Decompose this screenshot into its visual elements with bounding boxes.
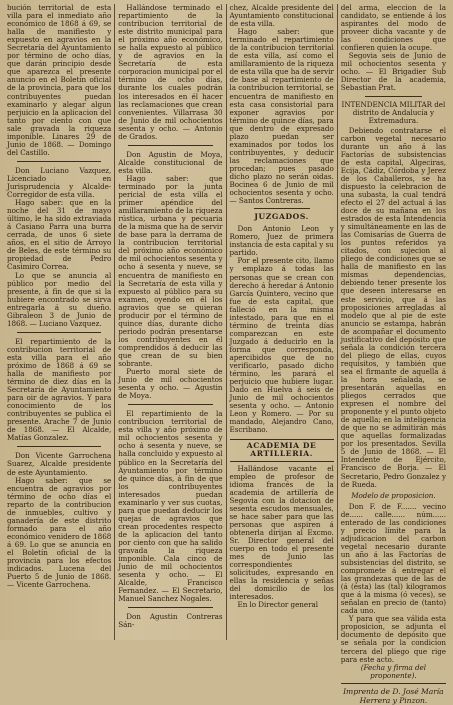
divider <box>128 404 212 405</box>
notice-gibraleon-body: Hago saber: que en la noche del 31 de mayo último, le ha sido extraviada á Casiano Parra una burra cerrada, de unos 6 siete años, en el sitio de Arroyo de Beles, de este término su propiedad de Pedro Casimiro Correa. <box>7 198 112 272</box>
notice-bocinea-heading-start: Don Agustin Contreras Sán- <box>118 612 223 630</box>
imprint: Imprenta de D. José María Herrera y Pinzon. <box>343 686 444 705</box>
notice-juez-heading: Don Antonio Leon y Romero, Juez de primera instancia de esta capital y su partido. <box>229 224 334 258</box>
notice-villarrasa: Hallándose terminado el repartimiento de la contribucion territorial de este distrito municipal para el próximo año económico, se halla expuesto al público y de agravios en la Secretaría de esta corporacion municipal por el término de ocho días, durante los cuales podrán los interesados en él hacer las reclamaciones que crean convenientes. Villarrasa 30 de Junio de mil ochocientos sesenta y ocho. — Antonio de Grados. <box>118 3 223 141</box>
column-1 <box>4 4 115 640</box>
notice-arache: El repartimiento de la contribucion territorial de esta villa para el año próximo de 1868 á 69 se halla de manifiesto por término de diez días en la Secretaría de Ayuntamiento para oir de agravios. Y para conocimiento de los contribuyentes se publica el presente. Arache 7 de Junio de 1868. — El Alcalde, Matías Gonzalez. <box>7 336 112 443</box>
divider <box>17 446 101 447</box>
section-heading-academia: ACADEMIA DE ARTILLERIA. <box>246 441 317 459</box>
notice-academia-end: del arma, eleccion de la candidato, se entiende á los aspirantes del modo de proveer dicha vacante y de las condiciones que confieren quien la ocupe. <box>340 3 446 53</box>
divider <box>254 208 310 209</box>
notice-academia-body: Hallándose vacante el empleo de profesor de idioma francés de la academia de artillería de Segovia con la dotacion de sesenta escudos mensuales, se hace saber para que las personas que aspiren á obtenerla dirijan al Excmo. Sr. Director general del cuerpo en todo el presente mes de Junio las correspondientes solicitudes, expresando en ellas la residencia y señas del domicilio de los interesados. <box>229 463 334 602</box>
notice-lucena-body: Hago saber: que se encuentra de agravios por término de ocho días el reparto de la contribucion de inmuebles, cultivo y ganadería de este distrito formado para el año económico venidero de 1868 á 69. Lo que se anuncia en el Boletín oficial de la provincia para los efectos indicados. Lucena del Puerto 5 de Junio de 1868. — Vicente Garrochena. <box>7 475 112 590</box>
notice-intendencia-body: Debiendo contratarse el carbon vegetal necesario durante un año á las Factorías de subsistencias de esta capital, Algeciras, Ecija, Cádiz, Córdoba y Jerez de los Caballeros, se ha dispuesto la celebracion de una subasta, la cual tendrá efecto el 27 del actual á las doce de su mañana en los estrados de esta Intendencia y simultáneamente en las de las Comisarías de Guerra de los puntos referidos ya citados, con sujecion al pliego de condiciones que se halla de manifiesto en las mismas dependencias, debiendo tener presente los que deseen interesarse en este servicio, que á las proposiciones arregladas al modelo que al pie de este anuncio se estampa, habrán de acompañar el documento justificativo del depósito que señala la condición tercera del pliego de ellas, cuyos requisitos, y también que sea el firmante de aquella á la hora señalada, se presentarán aquellas en pliegos cerrados que expresen el nombre del proponente y el punto objeto de aquella; en la inteligencia de que no se admitirán más que aquellas formalizadas por los presentados. Sevilla 5 de Junio de 1868. — El Intendente de Ejército, Francisco de Borja. — El Secretario, Pedro Gonzalez y de Rueda. <box>340 125 446 489</box>
notice-academia-continued: En lo Director general <box>237 600 318 610</box>
divider <box>17 332 101 333</box>
notice-gibraleon-heading: Don Luciano Vazquez, Licenciado en Jurisprudencia y Alcalde-Corregidor de esta villa. <box>7 165 112 200</box>
notice-gibraleon-closing: Lo que se anuncia al público por medio del presente, á fin de que si la hubiere encontrado se sirva entregarla á su dueño. Gibraleon 3 de Junio de 1868. — Luciano Vazquez. <box>7 270 112 328</box>
column-3 <box>227 4 338 640</box>
divider <box>341 683 446 684</box>
notice-puerto-moral-heading: Don Agustin de Moya, Alcalde constitucional de esta villa. <box>118 149 223 175</box>
notice-linares: bución territorial de esta villa para el inmediato año económico de 1868 á 69, se halla de manifiesto y expuesto en agravios en la Secretaría del Ayuntamiento por término de ocho días, que darán principio desde que aparezca el presente anuncio en el Boletín oficial de la provincia, para que los contribuyentes puedan examinarlo y alegar algun perjuicio en la aplicacion del tanto por ciento con que sale gravada la riqueza imponible. Linares 29 de Junio de 1868. — Domingo del Castillo. <box>7 3 112 157</box>
section-heading-intendencia: INTENDENCIA MILITAR del distrito de Andalucía y Extremadura. <box>341 99 446 125</box>
section-heading-juzgados: JUZGADOS. <box>254 212 309 222</box>
notice-bocinea-heading-end: chez, Alcalde presidente del Ayuntamiento constitucional de esta villa. <box>229 3 334 29</box>
divider <box>128 607 212 608</box>
section-box-academia <box>230 439 334 461</box>
column-4 <box>338 3 449 705</box>
notice-puerto-moral-closing: Puerto moral siete de Junio de mil ochocientos sesenta y ocho. — Agustin de Moya. <box>118 367 223 401</box>
notice-segovia-closing: Segovia seis de Junio de mil ochocientos sesenta y ocho. — El Brigadier Sub Director de la academia, Sebastian Prat. <box>340 51 446 93</box>
modelo-heading: Modelo de proposicion. <box>351 490 436 500</box>
divider <box>128 145 212 146</box>
divider <box>365 96 422 97</box>
notice-juez-body: Por el presente cito, llamo y emplazo á todas las personas que se crean con derecho á heredar á Antonio García Quintero, vecino que fue de esta capital, que falleció en la misma intestado, para que en el término de treinta días comparezcan en este Juzgado á deducirlo en la forma que corresponda, apercibidos que de no verificarlo, pasado dicho término, les parará el perjuicio que hubiere lugar. Dado en Huelva á seis de Junio de mil ochocientos sesenta y ocho. — Antonio Leon y Romero. — Por su mandado, Alejandro Cano, Escribano. <box>229 256 334 435</box>
column-2 <box>115 4 226 640</box>
modelo-body-continued: Y para que sea válida esta proposicion, se adjunta el documento de depósito que se señala por la condicion tercera del pliego que rige para este acto. <box>340 614 446 664</box>
notice-puerto-moral-body: Hago saber: que terminado por la junta pericial de esta villa el primer apéndice del amillaramiento de la riqueza rústica, urbana y pecuaria de la misma que ha de servir de base para la derrama de la contribucion territorial del próximo año económico de mil ochocientos sesenta y ocho á sesenta y nueve, se encuentra de manifiesto en la Secretaría de esta villa y expuesto al público para su examen, oyendo en él los agravios que se quieran producir por el término de quince días, durante dicho periodo podrán presentarse los contribuyentes en él comprendidos á deducir las que crean de su bien sobrante. <box>118 173 223 369</box>
notice-lucena-heading: Don Vicente Garrochena Suarez, Alcalde presidente de este Ayuntamiento. <box>7 451 112 477</box>
divider <box>17 161 101 162</box>
modelo-body: Don F. de F....... vecino de...... calle...... núm...... enterado de las condiciones y precio límite para la adjudicacion del carbon vegetal necesario durante un año á las Factorías de subsistencias del distrito, se compromete á entregar el las grandezas que de las de (á (ésta) las (tal) kilogramos que á la misma (ó veces), se señalan en precio de (tanto) cada uno. <box>340 501 446 616</box>
modelo-signature: (Fecha y firma del proponente). <box>360 662 426 680</box>
notice-bocinea-body: Hago saber: que terminado el repartimiento de la contribucion territorial de esta villa, así como el amillaramiento de la riqueza de esta villa que ha de servir de base al repartimiento de la contribucion territorial, se encuentra de manifiesto en esta casa consistorial para exponer agravios por término de quince días, para que dentro de expresado plazo puedan ser examinados por todos los contribuyentes, y deducir las reclamaciones que procedan; pues pasado dicho plazo no serán oidas. Bocinea 6 de Junio de mil ochocientos sesenta y ocho. — Santos Contreras. <box>229 27 334 206</box>
notice-cala: El repartimiento de la contribucion territorial de esta villa y año próximo de mil ochocientos sesenta y ocho á sesenta y nueve, se halla concluido y expuesto al público en la Secretaría del Ayuntamiento por término de quince días, á fin de que los contribuyentes interesados puedan examinarlo y ver sus cuotas, para que puedan deducir los quejas de agravios que crean procedentes respecto de la aplicacion del tanto por ciento con que ha salido gravada la riqueza imponible. Cala cinco de Junio de mil ochocientos sesenta y ocho. — El Alcalde, Francisco Fernandez. — El Secretario, Manuel Sanchez Nogales. <box>118 409 223 604</box>
